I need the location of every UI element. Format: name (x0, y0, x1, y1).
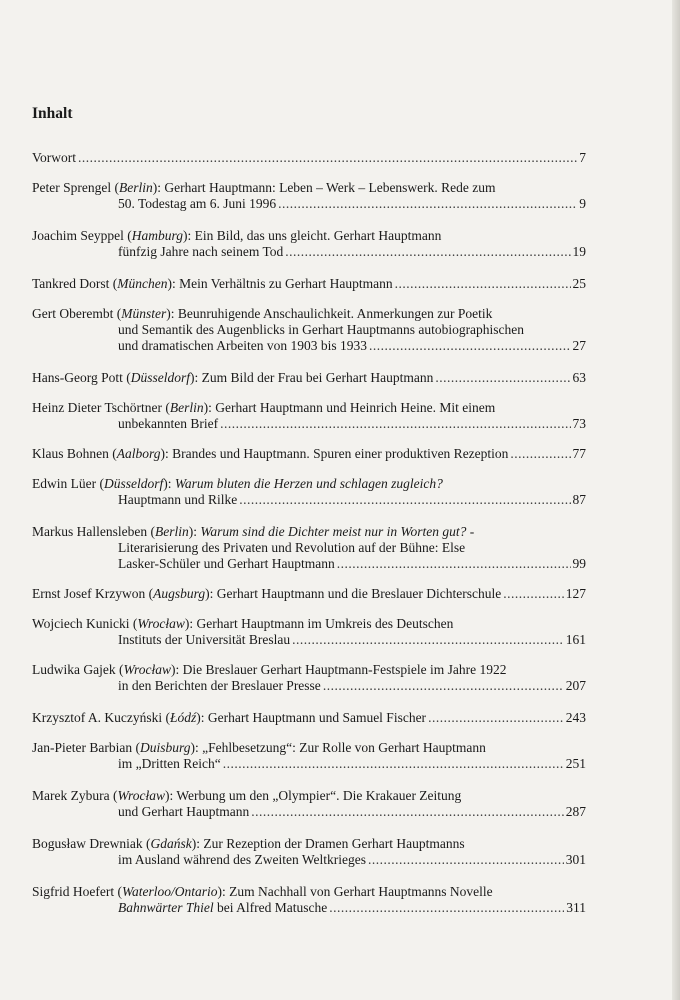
toc-line (32, 662, 586, 678)
toc-title-text: ): Zur Rezeption der Dramen Gerhart Hauptmanns (191, 836, 465, 851)
toc-entry (32, 662, 586, 694)
toc-place: Düsseldorf (103, 476, 164, 491)
dot-leader (285, 244, 570, 260)
toc-author: Jan-Pieter Barbian ( (32, 740, 140, 755)
toc-text (118, 492, 237, 508)
toc-author: Wojciech Kunicki ( (32, 616, 138, 631)
toc-title-text: Literarisierung des Privaten und Revolution auf der Bühne: Else (118, 540, 466, 555)
toc-place: Wrocław (123, 662, 171, 677)
toc-text (32, 836, 465, 852)
toc-text (32, 710, 426, 726)
dot-leader (329, 900, 564, 916)
toc-text (118, 632, 290, 648)
page-number: 63 (572, 370, 586, 385)
toc-line (32, 322, 586, 338)
toc-line (32, 150, 586, 166)
toc-line (32, 756, 586, 772)
toc-line (32, 804, 586, 820)
toc-author: Bogusław Drewniak ( (32, 836, 151, 851)
dot-leader (395, 276, 571, 292)
toc-title-text: ): Gerhart Hauptmann im Umkreis des Deutschen (184, 616, 454, 631)
toc-title-text: ): Gerhart Hauptmann und Samuel Fischer (196, 710, 427, 725)
toc-line (32, 446, 586, 462)
toc-text (32, 180, 496, 196)
toc-text (32, 662, 507, 678)
toc-text (118, 678, 321, 694)
toc-text (32, 306, 492, 322)
toc-author: Marek Zybura ( (32, 788, 118, 803)
toc-title-text: ): (188, 524, 201, 539)
toc-line (32, 740, 586, 756)
toc-line (32, 788, 586, 804)
toc-text (118, 196, 276, 212)
toc-text (32, 586, 501, 602)
toc-line (32, 632, 586, 648)
page-number: 7 (579, 150, 586, 165)
page-number: 243 (565, 710, 586, 725)
toc-text (118, 852, 366, 868)
toc-entry (32, 884, 586, 916)
toc-line (32, 586, 586, 602)
toc-title-text: ): Beunruhigende Anschaulichkeit. Anmerkungen zur Poetik (166, 306, 493, 321)
toc-line (32, 196, 586, 212)
toc-italic-title: Bahnwärter Thiel (118, 900, 214, 915)
toc-entry (32, 276, 586, 292)
toc-title-text: ): Zum Nachhall von Gerhart Hauptmanns Novelle (217, 884, 493, 899)
toc-line (32, 370, 586, 386)
dot-leader (337, 556, 571, 572)
dot-leader (78, 150, 577, 166)
toc-text (118, 416, 218, 432)
toc-author: Edwin Lüer ( (32, 476, 104, 491)
page-number: 25 (572, 276, 586, 291)
toc-line (32, 540, 586, 556)
page-number: 251 (565, 756, 586, 771)
toc-entry (32, 616, 586, 648)
toc-text (32, 228, 441, 244)
toc-line (32, 884, 586, 900)
page-number: 9 (579, 196, 586, 211)
toc-title-text: ): Gerhart Hauptmann: Leben – Werk – Lebenswerk. Rede zum (152, 180, 496, 195)
toc-text (32, 788, 461, 804)
toc-author: Tankred Dorst ( (32, 276, 118, 291)
toc-author: Sigfrid Hoefert ( (32, 884, 122, 899)
toc-line (32, 338, 586, 354)
toc-title-text: ): Mein Verhältnis zu Gerhart Hauptmann (167, 276, 393, 291)
toc-line (32, 276, 586, 292)
toc-entry (32, 524, 586, 572)
toc-line (32, 492, 586, 508)
toc-line (32, 416, 586, 432)
toc-line (32, 556, 586, 572)
toc-text (32, 476, 443, 492)
toc-italic-title: Warum bluten die Herzen und schlagen zugleich? (174, 476, 443, 491)
toc-title-text: fünfzig Jahre nach seinem Tod (118, 244, 284, 259)
toc-title-text: ): Die Breslauer Gerhart Hauptmann-Festspiele im Jahre 1922 (170, 662, 507, 677)
page-number: 19 (572, 244, 586, 259)
toc-place: Düsseldorf (130, 370, 191, 385)
toc-italic-title: Warum sind die Dichter meist nur in Worten gut? (200, 524, 467, 539)
dot-leader (239, 492, 570, 508)
toc-line (32, 616, 586, 632)
toc-text (32, 150, 76, 166)
toc-text (118, 900, 327, 916)
toc-text (118, 244, 283, 260)
toc-entry (32, 788, 586, 820)
dot-leader (220, 416, 570, 432)
dot-leader (223, 756, 564, 772)
page-number: 77 (572, 446, 586, 461)
toc-title-text: 50. Todestag am 6. Juni 1996 (118, 196, 277, 211)
toc-line (32, 400, 586, 416)
toc-author: Joachim Seyppel ( (32, 228, 132, 243)
toc-text (32, 370, 433, 386)
toc-line (32, 524, 586, 540)
toc-text (32, 884, 493, 900)
toc-place: Duisburg (139, 740, 191, 755)
toc-place: Wrocław (117, 788, 165, 803)
toc-title-tail: bei Alfred Matusche (213, 900, 328, 915)
page-number: 311 (566, 900, 586, 915)
page-number: 207 (565, 678, 586, 693)
toc-place: München (117, 276, 168, 291)
toc-title-text: ): Ein Bild, das uns gleicht. Gerhart Hauptmann (183, 228, 442, 243)
toc-title-text: ): Werbung um den „Olympier“. Die Krakauer Zeitung (164, 788, 462, 803)
toc-title-text: in den Berichten der Breslauer Presse (118, 678, 321, 693)
toc-text (32, 616, 453, 632)
toc-entry (32, 400, 586, 432)
toc-title-text: ): Brandes und Hauptmann. Spuren einer produktiven Rezeption (160, 446, 509, 461)
toc-place: Münster (121, 306, 167, 321)
toc-title-text: unbekannten Brief (118, 416, 219, 431)
toc-author: Markus Hallensleben ( (32, 524, 155, 539)
dot-leader (368, 852, 564, 868)
page-number: 73 (572, 416, 586, 431)
page-number: 87 (572, 492, 586, 507)
toc-entry (32, 180, 586, 212)
toc-entry (32, 740, 586, 772)
toc-line (32, 476, 586, 492)
toc-text (118, 322, 524, 338)
dot-leader (292, 632, 564, 648)
toc-entry (32, 446, 586, 462)
toc-title-text: und Gerhart Hauptmann (118, 804, 250, 819)
toc-title-text: und Semantik des Augenblicks in Gerhart Hauptmanns autobiographischen (118, 322, 525, 337)
toc-line (32, 678, 586, 694)
toc-author: Ernst Josef Krzywon ( (32, 586, 154, 601)
toc-title-text: Instituts der Universität Breslau (118, 632, 291, 647)
toc-title-text: im Ausland während des Zweiten Weltkrieges (118, 852, 366, 867)
dot-leader (369, 338, 571, 354)
toc-line (32, 710, 586, 726)
page-number: 301 (565, 852, 586, 867)
toc-text (32, 400, 495, 416)
toc-entry (32, 476, 586, 508)
toc-place: Berlin (169, 400, 204, 415)
toc-text (32, 524, 474, 540)
toc-line (32, 306, 586, 322)
toc-place: Łódź (169, 710, 197, 725)
page-edge (672, 0, 680, 1000)
page-title: Inhalt (32, 105, 73, 122)
toc-title-text: ): Gerhart Hauptmann und die Breslauer Dichterschule (205, 586, 502, 601)
toc-line (32, 836, 586, 852)
toc-place: Berlin (118, 180, 153, 195)
toc-place: Wrocław (137, 616, 185, 631)
page-number: 99 (572, 556, 586, 571)
toc-place: Hamburg (131, 228, 183, 243)
toc-text (118, 756, 221, 772)
toc-title-text: ): (163, 476, 175, 491)
page-number: 287 (565, 804, 586, 819)
toc-text (118, 338, 367, 354)
toc-title-text: ): „Fehlbesetzung“: Zur Rolle von Gerhart Hauptmann (190, 740, 486, 755)
dot-leader (428, 710, 564, 726)
toc-text (32, 276, 393, 292)
toc-entry (32, 710, 586, 726)
toc-place: Waterloo/Ontario (121, 884, 218, 899)
toc-place: Augsburg (153, 586, 206, 601)
toc-line (32, 228, 586, 244)
toc-author: Gert Oberembt ( (32, 306, 122, 321)
toc-text (32, 740, 486, 756)
toc-line (32, 900, 586, 916)
toc-entry (32, 586, 586, 602)
toc-entry (32, 836, 586, 868)
toc-line (32, 180, 586, 196)
toc-title-text: Lasker-Schüler und Gerhart Hauptmann (118, 556, 335, 571)
page-number: 161 (565, 632, 586, 647)
toc-author: Heinz Dieter Tschörtner ( (32, 400, 170, 415)
page-number: 127 (565, 586, 586, 601)
toc-title-text: ): Gerhart Hauptmann und Heinrich Heine. Mit einem (203, 400, 496, 415)
toc-author: Ludwika Gajek ( (32, 662, 124, 677)
toc-author: Krzysztof A. Kuczyński ( (32, 710, 170, 725)
toc-title-text: im „Dritten Reich“ (118, 756, 221, 771)
toc-entry (32, 306, 586, 354)
toc-author: Klaus Bohnen ( (32, 446, 117, 461)
toc-line (32, 244, 586, 260)
toc-author: Hans-Georg Pott ( (32, 370, 131, 385)
toc-text (118, 804, 249, 820)
dot-leader (503, 586, 563, 602)
toc-entry (32, 150, 586, 166)
toc-entry (32, 228, 586, 260)
page-number: 27 (572, 338, 586, 353)
toc-place: Berlin (154, 524, 189, 539)
dot-leader (251, 804, 564, 820)
toc-title-text: Hauptmann und Rilke (118, 492, 238, 507)
toc-title-tail: - (466, 524, 475, 539)
toc-text (118, 556, 335, 572)
toc-title-text: ): Zum Bild der Frau bei Gerhart Hauptmann (190, 370, 434, 385)
toc-title-text: und dramatischen Arbeiten von 1903 bis 1933 (118, 338, 367, 353)
toc-place: Gdańsk (150, 836, 192, 851)
dot-leader (278, 196, 577, 212)
toc-author: Peter Sprengel ( (32, 180, 119, 195)
toc-entry (32, 370, 586, 386)
toc-text (118, 540, 465, 556)
toc-place: Aalborg (116, 446, 161, 461)
dot-leader (323, 678, 564, 694)
dot-leader (510, 446, 570, 462)
toc-line (32, 852, 586, 868)
toc-title-text: Vorwort (32, 150, 77, 165)
dot-leader (435, 370, 570, 386)
toc-text (32, 446, 508, 462)
